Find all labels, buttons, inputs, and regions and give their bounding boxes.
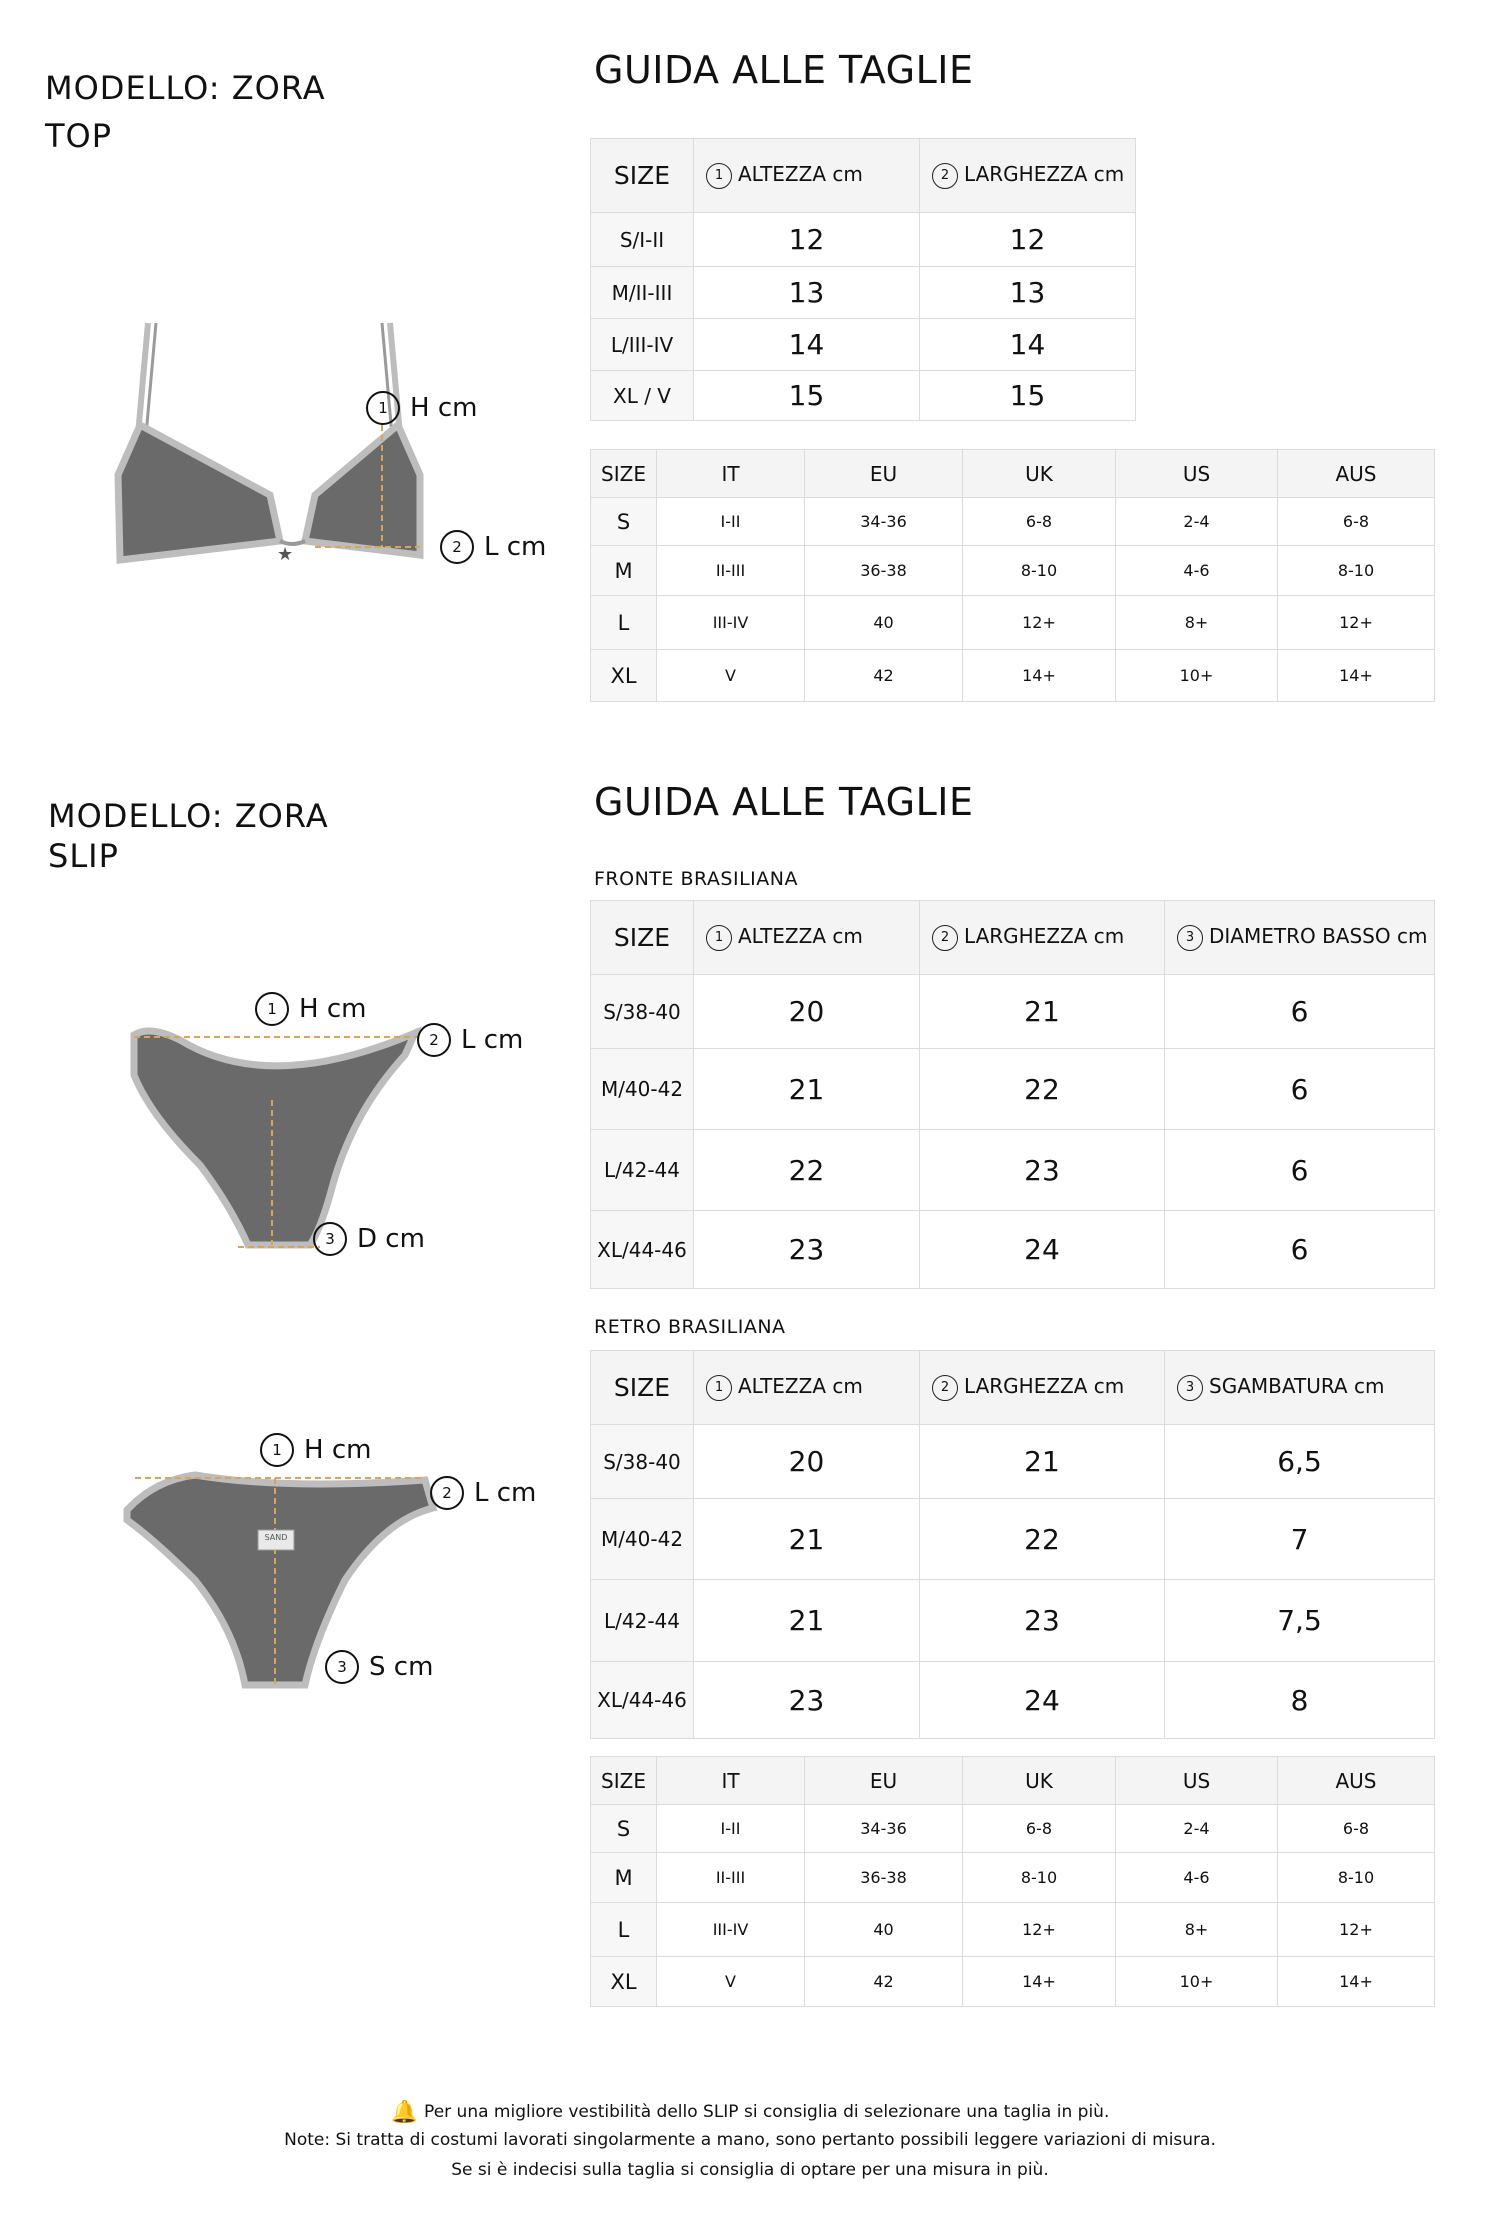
number-1-icon: 1 bbox=[706, 1375, 732, 1401]
number-1-icon: 1 bbox=[255, 992, 289, 1026]
height-header: 1 ALTEZZA cm bbox=[694, 139, 920, 213]
width-header: 2 LARGHEZZA cm bbox=[920, 901, 1165, 975]
number-1-icon: 1 bbox=[706, 163, 732, 189]
table-row: M/40-42 21 22 6 bbox=[591, 1049, 1435, 1130]
table-row: L III-IV 40 12+ 8+ 12+ bbox=[591, 1903, 1435, 1957]
table-row: S/I-II 12 12 bbox=[591, 213, 1136, 267]
back-annotation-l bbox=[430, 1476, 536, 1510]
leg-cut-header: 3 SGAMBATURA cm bbox=[1165, 1351, 1435, 1425]
top-measure-table bbox=[590, 138, 1136, 421]
number-2-icon: 2 bbox=[932, 1375, 958, 1401]
table-row: XL / V 15 15 bbox=[591, 371, 1136, 421]
front-annotation-d-label: D cm bbox=[357, 1224, 425, 1254]
front-annotation-l-label: L cm bbox=[461, 1025, 524, 1055]
table-row: M II-III 36-38 8-10 4-6 8-10 bbox=[591, 1853, 1435, 1903]
top-guide-title: GUIDA ALLE TAGLIE bbox=[594, 48, 974, 92]
height-header: 1 ALTEZZA cm bbox=[694, 901, 920, 975]
back-annotation-s-label: S cm bbox=[369, 1652, 434, 1682]
svg-text:★: ★ bbox=[277, 544, 294, 565]
table-row: M/II-III 13 13 bbox=[591, 267, 1136, 319]
number-3-icon: 3 bbox=[1177, 925, 1203, 951]
number-2-icon: 2 bbox=[440, 530, 474, 564]
brand-logo-tag: SAND bbox=[264, 1533, 288, 1542]
slip-piece-name: SLIP bbox=[48, 837, 119, 875]
number-1-icon: 1 bbox=[366, 391, 400, 425]
number-2-icon: 2 bbox=[430, 1476, 464, 1510]
slip-conversion-table: SIZE IT EU UK US AUS S I-II 34-36 6-8 2-4 6-8 M II-III 36-38 8-10 4-6 8-10 L III-IV 40 12+ 8+ 12+ XL V 42 14+ 10+ 14+ bbox=[590, 1756, 1435, 2007]
table-row: M II-III 36-38 8-10 4-6 8-10 bbox=[591, 546, 1435, 596]
table-row: XL V 42 14+ 10+ 14+ bbox=[591, 1957, 1435, 2007]
number-3-icon: 3 bbox=[313, 1222, 347, 1256]
table-row: L/42-44 22 23 6 bbox=[591, 1130, 1435, 1211]
slip-model-name: MODELLO: ZORA bbox=[48, 797, 329, 835]
number-3-icon: 3 bbox=[1177, 1375, 1203, 1401]
width-header: 2 LARGHEZZA cm bbox=[920, 1351, 1165, 1425]
table-row: S/38-40 20 21 6 bbox=[591, 975, 1435, 1049]
table-row: S/38-40 20 21 6,5 bbox=[591, 1425, 1435, 1499]
diameter-header: 3 DIAMETRO BASSO cm bbox=[1165, 901, 1435, 975]
note-line-1: 🔔 Per una migliore vestibilità dello SLIP si consiglia di selezionare una taglia in più. bbox=[390, 2100, 1110, 2125]
slip-front-illustration bbox=[120, 1015, 440, 1255]
top-model-title bbox=[45, 64, 326, 160]
number-3-icon: 3 bbox=[325, 1650, 359, 1684]
number-1-icon: 1 bbox=[260, 1433, 294, 1467]
note-line-3: Se si è indecisi sulla taglia si consiglia di optare per una misura in più. bbox=[451, 2160, 1049, 2180]
size-header: SIZE bbox=[591, 1351, 694, 1425]
table-row: L/42-44 21 23 7,5 bbox=[591, 1580, 1435, 1662]
top-annotation-l bbox=[440, 530, 546, 564]
back-annotation-h bbox=[260, 1433, 371, 1467]
table-row: S I-II 34-36 6-8 2-4 6-8 bbox=[591, 1805, 1435, 1853]
slip-guide-title: GUIDA ALLE TAGLIE bbox=[594, 780, 974, 824]
top-annotation-l-label: L cm bbox=[484, 532, 547, 562]
size-header: SIZE bbox=[591, 901, 694, 975]
slip-model-title bbox=[48, 796, 329, 876]
table-row: L/III-IV 14 14 bbox=[591, 319, 1136, 371]
size-header: SIZE bbox=[591, 139, 694, 213]
height-header: 1 ALTEZZA cm bbox=[694, 1351, 920, 1425]
number-1-icon: 1 bbox=[706, 925, 732, 951]
table-row: XL/44-46 23 24 8 bbox=[591, 1662, 1435, 1739]
table-row: XL V 42 14+ 10+ 14+ bbox=[591, 650, 1435, 702]
width-header: 2 LARGHEZZA cm bbox=[920, 139, 1136, 213]
note-line-2: Note: Si tratta di costumi lavorati singolarmente a mano, sono pertanto possibili leggere variazioni di misura. bbox=[284, 2130, 1216, 2150]
front-label: FRONTE BRASILIANA bbox=[594, 868, 798, 890]
front-annotation-l bbox=[417, 1023, 523, 1057]
bell-icon: 🔔 bbox=[390, 2100, 419, 2125]
top-annotation-h-label: H cm bbox=[410, 393, 478, 423]
back-annotation-s bbox=[325, 1650, 433, 1684]
back-label: RETRO BRASILIANA bbox=[594, 1316, 786, 1338]
back-annotation-l-label: L cm bbox=[474, 1478, 537, 1508]
number-2-icon: 2 bbox=[417, 1023, 451, 1057]
front-measure-table bbox=[590, 900, 1435, 1289]
top-model-name: MODELLO: ZORA bbox=[45, 69, 326, 107]
front-annotation-d bbox=[313, 1222, 425, 1256]
front-annotation-h bbox=[255, 992, 366, 1026]
table-row: L III-IV 40 12+ 8+ 12+ bbox=[591, 596, 1435, 650]
top-conversion-table: SIZE IT EU UK US AUS S I-II 34-36 6-8 2-4 6-8 M II-III 36-38 8-10 4-6 8-10 L III-IV 40 12+ 8+ 12+ XL V 42 14+ 10+ 14+ bbox=[590, 449, 1435, 702]
top-annotation-h bbox=[366, 391, 477, 425]
number-2-icon: 2 bbox=[932, 163, 958, 189]
back-annotation-h-label: H cm bbox=[304, 1435, 372, 1465]
table-row: S I-II 34-36 6-8 2-4 6-8 bbox=[591, 498, 1435, 546]
top-piece-name: TOP bbox=[45, 117, 113, 155]
table-row: XL/44-46 23 24 6 bbox=[591, 1211, 1435, 1289]
table-row: M/40-42 21 22 7 bbox=[591, 1499, 1435, 1580]
back-measure-table bbox=[590, 1350, 1435, 1739]
front-annotation-h-label: H cm bbox=[299, 994, 367, 1024]
bikini-top-illustration bbox=[100, 315, 460, 575]
number-2-icon: 2 bbox=[932, 925, 958, 951]
